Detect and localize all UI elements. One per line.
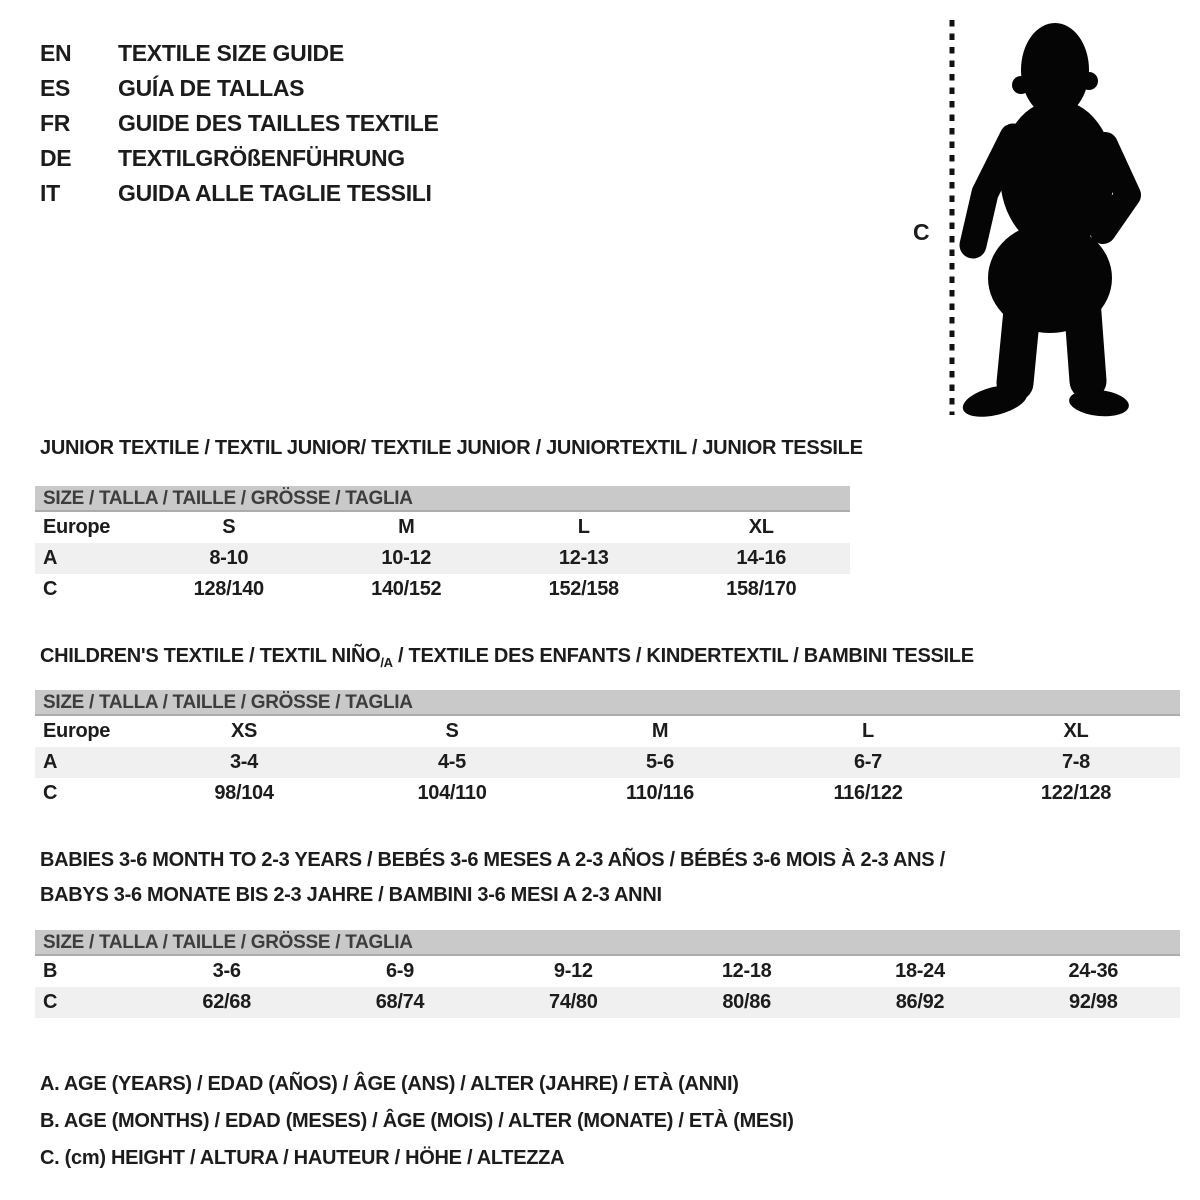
language-code: IT bbox=[40, 180, 60, 206]
value-cell: 116/122 bbox=[833, 782, 903, 804]
value-cell: 6-9 bbox=[385, 960, 414, 982]
table-row-europe bbox=[35, 716, 1180, 747]
language-title: GUÍA DE TALLAS bbox=[118, 75, 305, 101]
children-title-sub: /A bbox=[380, 655, 393, 670]
value-cell: XL bbox=[1063, 720, 1089, 742]
language-title-block bbox=[40, 36, 439, 211]
value-cell: XS bbox=[230, 720, 258, 742]
section-title-children bbox=[40, 645, 974, 674]
legend-block bbox=[40, 1066, 794, 1177]
value-cell: XL bbox=[748, 516, 774, 538]
value-cell: 6-7 bbox=[853, 751, 882, 773]
table-row-age bbox=[35, 543, 850, 574]
value-cell: 8-10 bbox=[209, 547, 249, 569]
value-cell: 12-13 bbox=[558, 547, 609, 569]
size-header: SIZE / TALLA / TAILLE / GRÖSSE / TAGLIA bbox=[35, 486, 850, 512]
language-code: DE bbox=[40, 145, 72, 171]
babies-title-line2: BABYS 3-6 MONATE BIS 2-3 JAHRE / BAMBINI 3-6 MESI A 2-3 ANNI bbox=[40, 884, 662, 906]
value-cell: 104/110 bbox=[417, 782, 487, 804]
value-cell: 158/170 bbox=[726, 578, 797, 600]
size-header: SIZE / TALLA / TAILLE / GRÖSSE / TAGLIA bbox=[35, 690, 1180, 716]
table-row-age bbox=[35, 747, 1180, 778]
value-cell: 86/92 bbox=[895, 991, 945, 1013]
language-title: GUIDE DES TAILLES TEXTILE bbox=[118, 110, 439, 136]
table-row-height bbox=[35, 574, 850, 605]
language-title: TEXTILE SIZE GUIDE bbox=[118, 40, 344, 66]
row-label: Europe bbox=[43, 720, 111, 742]
value-cell: 152/158 bbox=[548, 578, 619, 600]
children-title-part1: CHILDREN'S TEXTILE / TEXTIL NIÑO bbox=[40, 645, 381, 667]
value-cell: M bbox=[651, 720, 669, 742]
value-cell: 122/128 bbox=[1040, 782, 1112, 804]
language-code: EN bbox=[40, 40, 72, 66]
table-row-height bbox=[35, 987, 1180, 1018]
row-label: A bbox=[43, 751, 58, 773]
language-row bbox=[40, 36, 439, 71]
row-label: Europe bbox=[43, 516, 111, 538]
row-label: C bbox=[43, 578, 58, 600]
language-title: TEXTILGRÖßENFÜHRUNG bbox=[118, 145, 405, 171]
row-label: C bbox=[43, 782, 58, 804]
toddler-silhouette bbox=[960, 23, 1131, 423]
section-title-babies bbox=[40, 843, 945, 913]
value-cell: 9-12 bbox=[553, 960, 593, 982]
value-cell: 68/74 bbox=[375, 991, 425, 1013]
table-row-age-months bbox=[35, 956, 1180, 987]
language-row bbox=[40, 141, 439, 176]
size-header: SIZE / TALLA / TAILLE / GRÖSSE / TAGLIA bbox=[35, 930, 1180, 956]
legend-line-a: A. AGE (YEARS) / EDAD (AÑOS) / ÂGE (ANS) / ALTER (JAHRE) / ETÀ (ANNI) bbox=[40, 1073, 739, 1095]
value-cell: 110/116 bbox=[626, 782, 694, 804]
value-cell: 74/80 bbox=[549, 991, 598, 1013]
language-code: ES bbox=[40, 75, 71, 101]
language-row bbox=[40, 176, 439, 211]
value-cell: 14-16 bbox=[736, 547, 787, 569]
toddler-figure bbox=[915, 15, 1155, 425]
language-title: GUIDA ALLE TAGLIE TESSILI bbox=[118, 180, 432, 206]
value-cell: 18-24 bbox=[895, 960, 945, 982]
value-cell: S bbox=[222, 516, 236, 538]
row-label: B bbox=[43, 960, 58, 982]
height-measure-label: C bbox=[913, 219, 930, 245]
row-label: A bbox=[43, 547, 58, 569]
toddler-silhouette-image bbox=[915, 15, 1155, 425]
value-cell: 62/68 bbox=[202, 991, 251, 1013]
value-cell: 7-8 bbox=[1061, 751, 1090, 773]
value-cell: L bbox=[862, 720, 874, 742]
children-size-table bbox=[35, 690, 1180, 809]
value-cell: 3-6 bbox=[212, 960, 241, 982]
value-cell: 3-4 bbox=[229, 751, 258, 773]
value-cell: 12-18 bbox=[721, 960, 772, 982]
value-cell: 80/86 bbox=[722, 991, 771, 1013]
babies-size-table bbox=[35, 930, 1180, 1018]
value-cell: 92/98 bbox=[1069, 991, 1118, 1013]
children-title-part2: / TEXTILE DES ENFANTS / KINDERTEXTIL / BAMBINI TESSILE bbox=[392, 645, 974, 667]
value-cell: M bbox=[398, 516, 415, 538]
value-cell: S bbox=[445, 720, 459, 742]
value-cell: 5-6 bbox=[645, 751, 674, 773]
babies-title-line1: BABIES 3-6 MONTH TO 2-3 YEARS / BEBÉS 3-6 MESES A 2-3 AÑOS / BÉBÉS 3-6 MOIS À 2-3 ANS / bbox=[40, 849, 945, 871]
row-label: C bbox=[43, 991, 58, 1013]
value-cell: 140/152 bbox=[371, 578, 442, 600]
table-row-europe bbox=[35, 512, 850, 543]
language-row bbox=[40, 71, 439, 106]
value-cell: L bbox=[577, 516, 590, 538]
section-title-junior: JUNIOR TEXTILE / TEXTIL JUNIOR/ TEXTILE JUNIOR / JUNIORTEXTIL / JUNIOR TESSILE bbox=[40, 437, 863, 459]
value-cell: 4-5 bbox=[437, 751, 466, 773]
legend-line-b: B. AGE (MONTHS) / EDAD (MESES) / ÂGE (MOIS) / ALTER (MONATE) / ETÀ (MESI) bbox=[40, 1110, 794, 1132]
language-code: FR bbox=[40, 110, 71, 136]
legend-line-c: C. (cm) HEIGHT / ALTURA / HAUTEUR / HÖHE / ALTEZZA bbox=[40, 1147, 565, 1169]
table-row-height bbox=[35, 778, 1180, 809]
language-row bbox=[40, 106, 439, 141]
value-cell: 10-12 bbox=[381, 547, 432, 569]
junior-size-table bbox=[35, 486, 850, 605]
value-cell: 128/140 bbox=[193, 578, 264, 600]
value-cell: 24-36 bbox=[1068, 960, 1119, 982]
value-cell: 98/104 bbox=[214, 782, 274, 804]
